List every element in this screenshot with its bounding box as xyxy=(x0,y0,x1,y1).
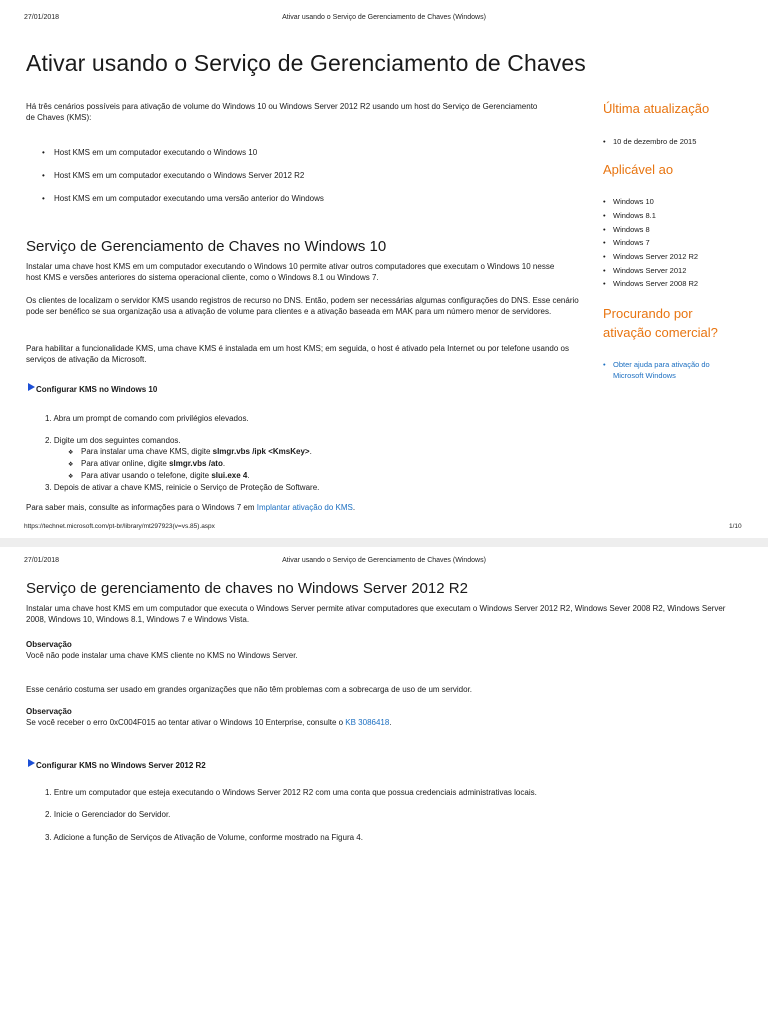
command-item: ❖ Para instalar uma chave KMS, digite slmgr.vbs /ipk <KmsKey>. xyxy=(81,447,312,457)
step-1: 1. Abra um prompt de comando com privilégios elevados. xyxy=(45,414,249,423)
paragraph: Instalar uma chave host KMS em um computador executando o Windows 10 permite ativar outros computadores que executam o Windows 10 nesse host KMS e versões anteriores do sistema operacional cliente, como o Windows 8.1 ou Windows 7. xyxy=(26,262,555,282)
collapsible-label: Configurar KMS no Windows Server 2012 R2 xyxy=(36,761,206,770)
sidebar-commercial-heading: Procurando por ativação comercial? xyxy=(603,306,718,340)
collapsible-toggle-kms-windows10[interactable] xyxy=(28,379,157,397)
page-separator xyxy=(0,538,768,547)
sidebar-applies-item: • Windows Server 2012 xyxy=(613,266,686,276)
sidebar-commercial-link[interactable]: • Obter ajuda para ativação do Microsoft Windows xyxy=(613,359,710,381)
sidebar-applies-heading: Aplicável ao xyxy=(603,162,674,177)
page-header-title: Ativar usando o Serviço de Gerenciamento de Chaves (Windows) xyxy=(282,14,486,21)
collapsible-label: Configurar KMS no Windows 10 xyxy=(36,385,158,394)
list-item: • Host KMS em um computador executando uma versão anterior do Windows xyxy=(54,194,324,204)
page-header-title: Ativar usando o Serviço de Gerenciamento de Chaves (Windows) xyxy=(282,557,486,564)
paragraph: Instalar uma chave host KMS em um computador que executa o Windows Server permite ativar computadores que executam o Windows Server 2012 R2, Windows Sever 2008 R2, Windows Server 2008, Windows 10, Windows 8.1, Windows 7 e Windows Vista. xyxy=(26,604,726,624)
section-heading-windows-server: Serviço de gerenciamento de chaves no Windows Server 2012 R2 xyxy=(26,580,468,597)
step-3: 3. Adicione a função de Serviços de Ativação de Volume, conforme mostrado na Figura 4. xyxy=(45,833,363,842)
expand-triangle-icon xyxy=(28,759,35,767)
step-3: 3. Depois de ativar a chave KMS, reinicie o Serviço de Proteção de Software. xyxy=(45,483,320,492)
intro-paragraph: Há três cenários possíveis para ativação de volume do Windows 10 ou Windows Server 2012 R2 usando um host do Serviço de Gerenciamento de Chaves (KMS): xyxy=(26,102,538,122)
footer-url: https://technet.microsoft.com/pt-br/library/mt297923(v=vs.85).aspx xyxy=(24,523,215,530)
sidebar-applies-item: • Windows Server 2012 R2 xyxy=(613,252,698,262)
expand-triangle-icon xyxy=(28,383,35,391)
sidebar-applies-item: • Windows Server 2008 R2 xyxy=(613,279,698,289)
note-text: Você não pode instalar uma chave KMS cliente no KMS no Windows Server. xyxy=(26,651,298,660)
note-label: Observação xyxy=(26,707,72,716)
sidebar-applies-item: • Windows 8.1 xyxy=(613,211,656,221)
collapsible-toggle-kms-windows-server[interactable] xyxy=(28,755,206,773)
page-header-date: 27/01/2018 xyxy=(24,557,60,564)
link-kb-3086418[interactable]: KB 3086418 xyxy=(345,718,390,727)
paragraph: Para habilitar a funcionalidade KMS, uma chave KMS é instalada em um host KMS; em seguida, o host é ativado pela Internet ou por telefone usando os serviços de ativação da Microsoft. xyxy=(26,344,569,364)
page-header-date: 27/01/2018 xyxy=(24,14,60,21)
paragraph: Os clientes de localizam o servidor KMS usando registros de recurso no DNS. Então, podem ser necessárias algumas configurações do DNS. Esse cenário pode ser benéfico se sua organização usa a ativação de volume para clientes e a ativação baseada em MAK para um número menor de servidores. xyxy=(26,296,579,316)
command-item: ❖ Para ativar usando o telefone, digite slui.exe 4. xyxy=(81,471,250,481)
link-implantar-ativacao-kms[interactable]: Implantar ativação do KMS xyxy=(256,503,353,512)
sidebar-applies-item: • Windows 7 xyxy=(613,238,650,248)
page-title: Ativar usando o Serviço de Gerenciamento de Chaves xyxy=(26,50,586,76)
note-label: Observação xyxy=(26,640,72,649)
list-item: • Host KMS em um computador executando o Windows 10 xyxy=(54,148,257,158)
step-1: 1. Entre um computador que esteja executando o Windows Server 2012 R2 com uma conta que possua credenciais administrativas locais. xyxy=(45,788,537,797)
section-heading-windows10: Serviço de Gerenciamento de Chaves no Windows 10 xyxy=(26,238,387,255)
sidebar-applies-item: • Windows 10 xyxy=(613,197,654,207)
step-2: 2. Digite um dos seguintes comandos. xyxy=(45,436,181,445)
sidebar-updated-heading: Última atualização xyxy=(603,101,710,116)
note-text: Se você receber o erro 0xC004F015 ao tentar ativar o Windows 10 Enterprise, consulte o KB 3086418. xyxy=(26,718,392,727)
command-item: ❖ Para ativar online, digite slmgr.vbs /ato. xyxy=(81,459,225,469)
list-item: • Host KMS em um computador executando o Windows Server 2012 R2 xyxy=(54,171,304,181)
sidebar-applies-item: • Windows 8 xyxy=(613,225,650,235)
step-2: 2. Inicie o Gerenciador do Servidor. xyxy=(45,810,171,819)
footer-page-number: 1/10 xyxy=(729,523,742,530)
sidebar-updated-date: • 10 de dezembro de 2015 xyxy=(613,137,696,147)
more-info: Para saber mais, consulte as informações para o Windows 7 em Implantar ativação do KMS. xyxy=(26,503,356,512)
paragraph: Esse cenário costuma ser usado em grandes organizações que não têm problemas com a sobrecarga de uso de um servidor. xyxy=(26,685,473,694)
